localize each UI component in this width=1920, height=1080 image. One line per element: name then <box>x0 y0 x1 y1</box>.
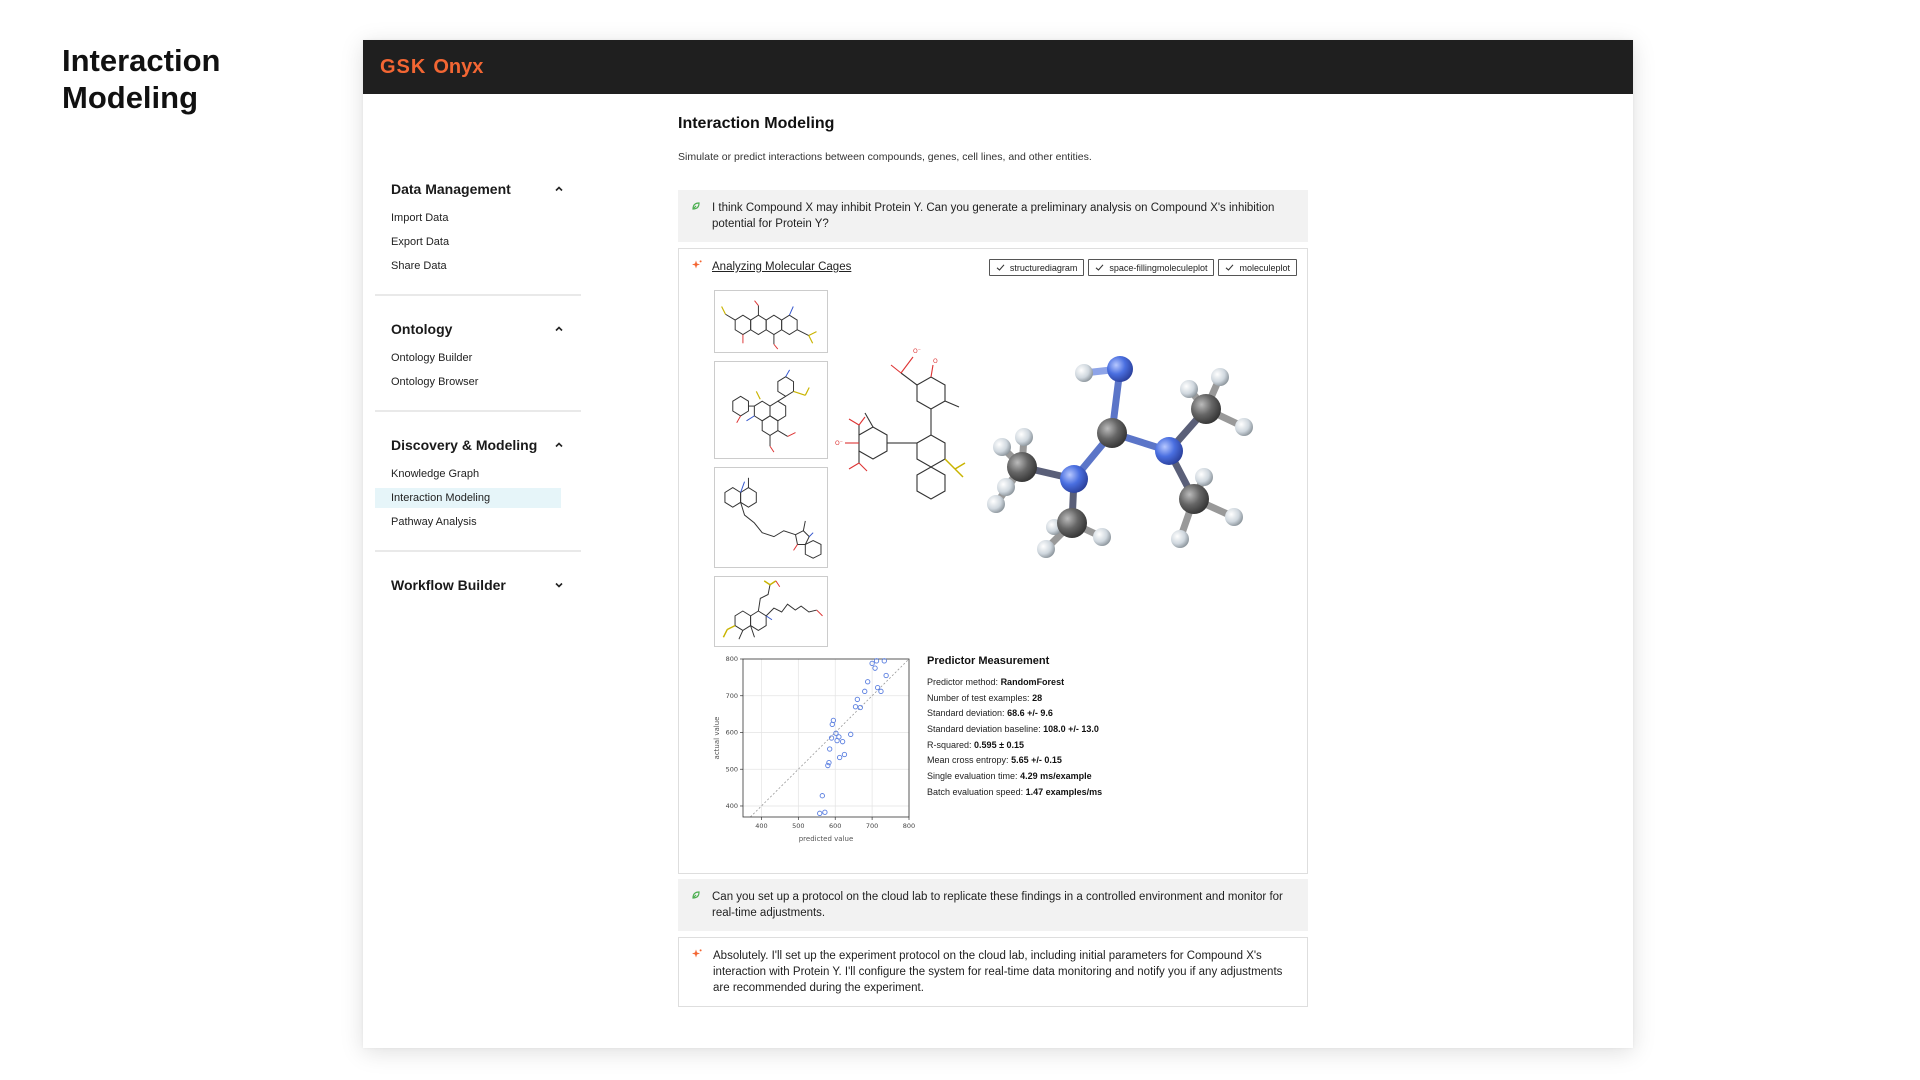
chart-point <box>837 755 841 759</box>
user-leaf-icon <box>691 201 701 211</box>
chart-points <box>818 659 889 816</box>
metric-row <box>927 675 1227 691</box>
metric-value: 1.47 examples/ms <box>1025 786 1103 797</box>
ai-analysis-card <box>678 248 1308 874</box>
metric-value: 108.0 +/- 13.0 <box>1043 724 1099 735</box>
chart-grid <box>743 659 909 817</box>
tag-list <box>989 259 1297 276</box>
structure-diagram[interactable] <box>829 335 979 545</box>
brand-logo[interactable] <box>380 56 483 79</box>
sidebar <box>375 170 581 626</box>
sidebar-item-import-data[interactable]: Import Data <box>391 212 449 224</box>
molecule-thumbnail-2[interactable] <box>714 361 828 459</box>
chart-xtick-label: 500 <box>792 822 805 830</box>
chart-point <box>875 685 879 689</box>
chart-ytick-label: 600 <box>725 728 738 737</box>
chart-point <box>853 705 857 709</box>
chevron-down-icon <box>553 579 565 591</box>
chart-xtick-label: 600 <box>829 822 842 830</box>
chevron-up-icon <box>553 439 565 451</box>
nav-section-workflow-builder <box>375 566 581 612</box>
nav-header-label: Data Management <box>391 181 511 197</box>
chart-xtick-label: 400 <box>755 822 768 830</box>
main-header <box>678 115 1308 163</box>
metric-label: Batch evaluation speed: <box>927 786 1024 797</box>
metric-row <box>927 785 1227 801</box>
sidebar-item-knowledge-graph[interactable]: Knowledge Graph <box>391 468 480 480</box>
sidebar-item-ontology-builder[interactable]: Ontology Builder <box>391 352 473 364</box>
metric-label: Standard deviation: <box>927 708 1005 719</box>
chart-point <box>820 793 824 797</box>
metric-row <box>927 738 1227 754</box>
tag-space-filling-molecule-plot[interactable] <box>1088 259 1214 276</box>
chevron-up-icon <box>553 183 565 195</box>
chart-point <box>840 739 844 743</box>
molecule-3d-plot[interactable] <box>984 349 1294 609</box>
slide-title-line-1: Interaction <box>62 43 221 78</box>
tag-label: space-fillingmoleculeplot <box>1109 262 1208 273</box>
analysis-link[interactable]: Analyzing Molecular Cages <box>712 261 852 273</box>
chart-ytick-label: 700 <box>725 691 738 700</box>
sidebar-item-share-data[interactable]: Share Data <box>391 260 447 272</box>
check-icon <box>996 263 1005 272</box>
nav-section-ontology <box>375 310 581 412</box>
molecule-thumbnails <box>714 290 828 655</box>
nav-header-label: Workflow Builder <box>391 577 506 593</box>
chart-point <box>855 697 859 701</box>
chart-point <box>827 747 831 751</box>
nav-header-label: Ontology <box>391 321 453 337</box>
tag-molecule-plot[interactable] <box>1218 259 1297 276</box>
metric-label: Single evaluation time: <box>927 771 1018 782</box>
metric-row <box>927 753 1227 769</box>
user-message-text: I think Compound X may inhibit Protein Y. Can you generate a preliminary analysis on Compound X's inhibition potential for Protein Y? <box>712 202 1275 230</box>
chart-point <box>818 811 822 815</box>
metric-label: Predictor method: <box>927 677 999 687</box>
chart-point <box>823 810 827 814</box>
user-message <box>678 190 1308 242</box>
user-message-text: Can you set up a protocol on the cloud lab to replicate these findings in a controlled environment and monitor for real-time adjustments. <box>712 891 1283 919</box>
metric-value: 5.65 +/- 0.15 <box>1011 755 1062 766</box>
brand-name: Onyx <box>433 56 484 78</box>
metric-row <box>927 769 1227 785</box>
metric-value: 0.595 ± 0.15 <box>974 739 1025 750</box>
page-subtitle: Simulate or predict interactions between compounds, genes, cell lines, and other entities. <box>678 151 1092 163</box>
svg-text:O⁻: O⁻ <box>913 348 921 355</box>
chart-ylabel: actual value <box>713 716 721 760</box>
chart-point <box>842 752 846 756</box>
sidebar-item-pathway-analysis[interactable]: Pathway Analysis <box>391 516 477 528</box>
sidebar-item-ontology-browser[interactable]: Ontology Browser <box>391 376 479 388</box>
tag-label: structurediagram <box>1009 262 1078 273</box>
metric-row <box>927 722 1227 738</box>
check-icon <box>1225 263 1234 272</box>
chart-point <box>879 689 883 693</box>
chart-point <box>863 689 867 693</box>
top-bar <box>363 40 1633 94</box>
app-window <box>363 40 1633 1048</box>
metric-value: 28 <box>1032 692 1043 703</box>
nav-section-discovery-modeling <box>375 426 581 552</box>
ai-reply-text: Absolutely. I'll set up the experiment protocol on the cloud lab, including initial parameters for Compound X's interaction with Protein Y. I'll configure the system for real-time data monitoring and notify you if any adjustments are recommended during the experiment. <box>713 950 1283 994</box>
nav-header-label: Discovery & Modeling <box>391 437 538 453</box>
slide-title <box>62 42 220 116</box>
metric-row <box>927 691 1227 707</box>
tag-structurediagram[interactable] <box>989 259 1085 276</box>
metric-value: 4.29 ms/example <box>1020 771 1092 782</box>
brand-mark: GSK <box>380 56 427 78</box>
metric-label: Number of test examples: <box>927 692 1030 703</box>
svg-text:O⁻: O⁻ <box>835 440 843 447</box>
check-icon <box>1095 263 1104 272</box>
chart-point <box>837 735 841 739</box>
molecule-thumbnail-1[interactable] <box>714 290 828 353</box>
nav-header-ontology[interactable] <box>375 316 581 342</box>
metric-label: Standard deviation baseline: <box>927 724 1041 735</box>
page-title: Interaction Modeling <box>678 115 835 132</box>
chart-point <box>884 673 888 677</box>
chart-ytick-label: 400 <box>725 802 738 811</box>
ai-reply <box>678 937 1308 1007</box>
metric-value: RandomForest <box>1000 677 1065 687</box>
chart-xlabel: predicted value <box>798 835 854 843</box>
svg-text:O: O <box>933 358 938 365</box>
nav-section-data-management <box>375 170 581 296</box>
metric-value: 68.6 +/- 9.6 <box>1007 708 1053 719</box>
chart-xtick-label: 800 <box>902 822 916 830</box>
chevron-up-icon <box>553 323 565 335</box>
chart-point <box>865 680 869 684</box>
chart-point <box>873 666 877 670</box>
scatter-chart <box>709 649 919 849</box>
predictor-metrics <box>927 655 1227 801</box>
nav-header-discovery-modeling[interactable] <box>375 432 581 458</box>
metric-row <box>927 706 1227 722</box>
metric-label: Mean cross entropy: <box>927 755 1009 766</box>
sparkle-icon <box>692 949 702 959</box>
metrics-title: Predictor Measurement <box>927 655 1050 667</box>
sparkle-icon <box>692 260 702 270</box>
chart-ytick-label: 800 <box>725 655 738 664</box>
user-leaf-icon <box>691 890 701 900</box>
nav-header-workflow-builder[interactable] <box>375 572 581 598</box>
tag-label: moleculeplot <box>1239 262 1290 273</box>
chart-xtick-label: 700 <box>865 822 879 830</box>
chart-plot-frame <box>743 659 909 817</box>
metric-label: R-squared: <box>927 739 972 750</box>
sidebar-item-interaction-modeling[interactable]: Interaction Modeling <box>375 488 561 508</box>
molecule-thumbnail-4[interactable] <box>714 576 828 647</box>
sidebar-item-export-data[interactable]: Export Data <box>391 236 450 248</box>
user-message <box>678 879 1308 931</box>
chart-point <box>858 705 862 709</box>
slide-title-line-2: Modeling <box>62 80 199 115</box>
chart-ytick-label: 500 <box>725 765 738 774</box>
molecule-thumbnail-3[interactable] <box>714 467 828 568</box>
nav-header-data-management[interactable] <box>375 176 581 202</box>
